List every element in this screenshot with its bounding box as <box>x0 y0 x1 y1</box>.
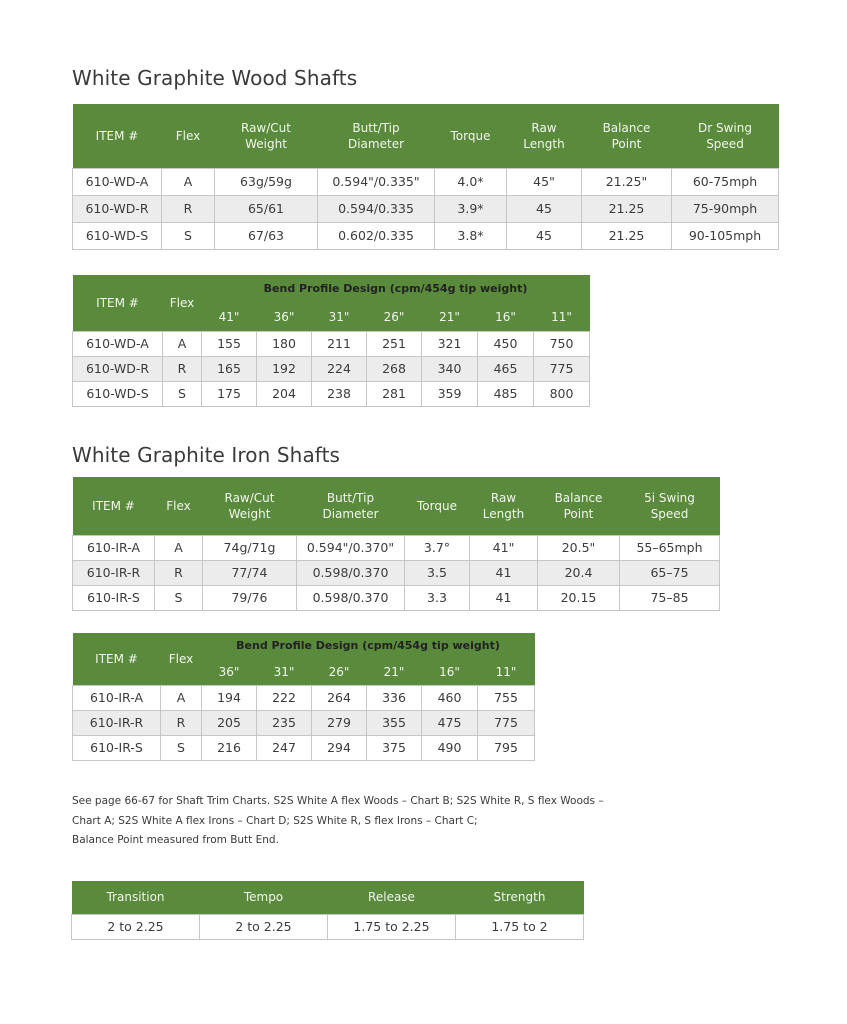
column-header <box>435 104 507 168</box>
table-cell: 155 <box>202 331 257 356</box>
table-cell: 175 <box>202 381 257 406</box>
table-cell: 775 <box>478 710 535 735</box>
table-cell: 795 <box>478 735 535 760</box>
table-cell: 0.598/0.370 <box>297 560 405 585</box>
column-header-line: Dr Swing <box>698 120 752 135</box>
column-header-line: Raw <box>490 490 517 505</box>
column-header <box>155 477 203 535</box>
table-cell: 41 <box>470 560 538 585</box>
iron-specs-table <box>72 477 720 611</box>
table-row <box>73 195 779 222</box>
column-header-line: Torque <box>417 498 457 513</box>
table-cell: 268 <box>367 356 422 381</box>
profile-header-tempo: Tempo <box>200 881 328 914</box>
table-cell: 3.8* <box>435 222 507 249</box>
table-cell: 79/76 <box>203 585 297 610</box>
column-header <box>73 477 155 535</box>
column-header <box>470 477 538 535</box>
column-header <box>73 104 162 168</box>
column-header-line: Speed <box>706 136 744 151</box>
column-header <box>582 104 672 168</box>
table-cell: R <box>161 710 202 735</box>
table-row <box>73 735 535 760</box>
table-cell: 235 <box>257 710 312 735</box>
table-cell: 180 <box>257 331 312 356</box>
table-cell: 45 <box>507 195 582 222</box>
column-header <box>405 477 470 535</box>
table-cell: 74g/71g <box>203 535 297 560</box>
column-header-line: Butt/Tip <box>352 120 400 135</box>
table-cell: 3.9* <box>435 195 507 222</box>
table-cell: 375 <box>367 735 422 760</box>
table-cell: 610-WD-A <box>73 331 163 356</box>
column-header <box>215 104 318 168</box>
length-header: 16" <box>478 303 534 331</box>
table-cell: 475 <box>422 710 478 735</box>
note-line: Chart A; S2S White A flex Irons – Chart D; S2S White R, S flex Irons – Chart C; <box>72 814 478 827</box>
table-cell: 45" <box>507 168 582 195</box>
table-cell: 0.594"/0.370" <box>297 535 405 560</box>
table-cell: S <box>162 222 215 249</box>
length-header: 41" <box>202 303 257 331</box>
profile-header-transition: Transition <box>72 881 200 914</box>
column-header <box>297 477 405 535</box>
column-header-line: Diameter <box>347 136 405 151</box>
length-header: 31" <box>257 659 312 685</box>
table-cell: 460 <box>422 685 478 710</box>
profile-ratings-table <box>71 881 584 940</box>
table-cell: 450 <box>478 331 534 356</box>
column-header <box>672 104 779 168</box>
wood-bend-profile-table <box>72 275 590 407</box>
table-cell: R <box>163 356 202 381</box>
table-cell: 41" <box>470 535 538 560</box>
table-cell: A <box>162 168 215 195</box>
table-cell: 211 <box>312 331 367 356</box>
table-cell: 20.15 <box>538 585 620 610</box>
column-header-line: Point <box>611 136 642 151</box>
table-cell: 490 <box>422 735 478 760</box>
table-cell: 21.25 <box>582 195 672 222</box>
column-header <box>538 477 620 535</box>
table-row <box>73 168 779 195</box>
column-header-line: Torque <box>450 128 491 143</box>
table-cell: R <box>162 195 215 222</box>
table-cell: A <box>161 685 202 710</box>
table-cell: 3.5 <box>405 560 470 585</box>
note-line: Balance Point measured from Butt End. <box>72 834 279 846</box>
length-header: 16" <box>422 659 478 685</box>
table-row <box>73 222 779 249</box>
table-cell: 610-IR-R <box>73 710 161 735</box>
table-cell: 3.3 <box>405 585 470 610</box>
table-cell: A <box>155 535 203 560</box>
table-row <box>73 560 720 585</box>
table-row <box>73 535 720 560</box>
table-cell: 775 <box>534 356 590 381</box>
column-header <box>507 104 582 168</box>
profile-header-release: Release <box>328 881 456 914</box>
length-header: 26" <box>367 303 422 331</box>
table-cell: 610-IR-R <box>73 560 155 585</box>
column-header <box>318 104 435 168</box>
table-cell: 355 <box>367 710 422 735</box>
wood-shafts-title: White Graphite Wood Shafts <box>72 66 358 90</box>
table-cell: 610-IR-S <box>73 735 161 760</box>
column-header-flex: Flex <box>161 633 202 685</box>
table-cell: 4.0* <box>435 168 507 195</box>
column-header-line: ITEM # <box>92 498 135 513</box>
table-cell: 55–65mph <box>620 535 720 560</box>
table-cell: 3.7° <box>405 535 470 560</box>
table-cell: 279 <box>312 710 367 735</box>
table-cell: 41 <box>470 585 538 610</box>
table-cell: 75–85 <box>620 585 720 610</box>
table-cell: 610-WD-S <box>73 381 163 406</box>
shaft-notes <box>72 792 772 851</box>
column-header-line: Diameter <box>322 506 379 521</box>
table-cell: 0.598/0.370 <box>297 585 405 610</box>
length-header: 11" <box>478 659 535 685</box>
table-cell: 90-105mph <box>672 222 779 249</box>
table-cell: 465 <box>478 356 534 381</box>
column-header-line: Length <box>523 136 565 151</box>
table-cell: 800 <box>534 381 590 406</box>
column-header <box>620 477 720 535</box>
length-header: 36" <box>202 659 257 685</box>
table-cell: 610-WD-R <box>73 195 162 222</box>
table-cell: 247 <box>257 735 312 760</box>
table-row <box>73 685 535 710</box>
table-cell: R <box>155 560 203 585</box>
column-header-line: Raw/Cut <box>224 490 275 505</box>
profile-header-strength: Strength <box>456 881 584 914</box>
column-header-flex: Flex <box>163 275 202 331</box>
table-cell: 251 <box>367 331 422 356</box>
profile-value-tempo: 2 to 2.25 <box>200 914 328 939</box>
table-cell: 610-WD-S <box>73 222 162 249</box>
column-header-line: Raw/Cut <box>241 120 291 135</box>
table-cell: 610-IR-A <box>73 685 161 710</box>
table-cell: 165 <box>202 356 257 381</box>
table-cell: 0.594/0.335 <box>318 195 435 222</box>
table-row <box>73 381 590 406</box>
column-header-line: Speed <box>650 506 689 521</box>
table-row <box>73 331 590 356</box>
table-cell: 192 <box>257 356 312 381</box>
table-cell: 755 <box>478 685 535 710</box>
table-cell: 0.594"/0.335" <box>318 168 435 195</box>
table-cell: 281 <box>367 381 422 406</box>
column-header-line: Balance <box>602 120 651 135</box>
column-header <box>203 477 297 535</box>
table-cell: 750 <box>534 331 590 356</box>
bend-profile-title: Bend Profile Design (cpm/454g tip weight) <box>202 275 590 303</box>
table-cell: 610-IR-S <box>73 585 155 610</box>
profile-value-release: 1.75 to 2.25 <box>328 914 456 939</box>
length-header: 26" <box>312 659 367 685</box>
bend-profile-title: Bend Profile Design (cpm/454g tip weight) <box>202 633 535 659</box>
table-cell: 610-WD-R <box>73 356 163 381</box>
table-cell: A <box>163 331 202 356</box>
profile-value-strength: 1.75 to 2 <box>456 914 584 939</box>
column-header-line: Balance <box>554 490 603 505</box>
column-header-line: Point <box>563 506 594 521</box>
table-cell: 216 <box>202 735 257 760</box>
table-cell: 75-90mph <box>672 195 779 222</box>
table-cell: 67/63 <box>215 222 318 249</box>
column-header-item: ITEM # <box>73 633 161 685</box>
length-header: 21" <box>422 303 478 331</box>
table-cell: 65–75 <box>620 560 720 585</box>
column-header-line: Raw <box>531 120 557 135</box>
table-cell: S <box>155 585 203 610</box>
table-cell: 45 <box>507 222 582 249</box>
table-cell: 21.25" <box>582 168 672 195</box>
iron-shafts-title: White Graphite Iron Shafts <box>72 443 341 467</box>
table-cell: 340 <box>422 356 478 381</box>
length-header: 31" <box>312 303 367 331</box>
column-header-line: ITEM # <box>95 128 139 143</box>
table-cell: 336 <box>367 685 422 710</box>
column-header-line: Flex <box>166 498 191 513</box>
table-cell: 610-WD-A <box>73 168 162 195</box>
note-line: See page 66-67 for Shaft Trim Charts. S2S White A flex Woods – Chart B; S2S White R, S flex Woods – <box>72 795 604 807</box>
length-header: 11" <box>534 303 590 331</box>
table-cell: 610-IR-A <box>73 535 155 560</box>
table-cell: 224 <box>312 356 367 381</box>
table-cell: 321 <box>422 331 478 356</box>
iron-bend-profile-table <box>72 633 535 761</box>
column-header <box>162 104 215 168</box>
table-cell: 294 <box>312 735 367 760</box>
table-cell: 60-75mph <box>672 168 779 195</box>
profile-value-transition: 2 to 2.25 <box>72 914 200 939</box>
table-cell: 205 <box>202 710 257 735</box>
column-header-line: Weight <box>228 506 271 521</box>
table-cell: 77/74 <box>203 560 297 585</box>
table-cell: 20.4 <box>538 560 620 585</box>
table-cell: S <box>163 381 202 406</box>
table-cell: 222 <box>257 685 312 710</box>
table-cell: 63g/59g <box>215 168 318 195</box>
table-row <box>73 710 535 735</box>
column-header-line: Butt/Tip <box>326 490 375 505</box>
table-cell: S <box>161 735 202 760</box>
length-header: 36" <box>257 303 312 331</box>
table-cell: 194 <box>202 685 257 710</box>
table-cell: 0.602/0.335 <box>318 222 435 249</box>
table-row <box>73 585 720 610</box>
column-header-line: Flex <box>175 128 201 143</box>
table-cell: 20.5" <box>538 535 620 560</box>
column-header-line: 5i Swing <box>644 490 695 505</box>
column-header-item: ITEM # <box>73 275 163 331</box>
table-cell: 65/61 <box>215 195 318 222</box>
table-cell: 238 <box>312 381 367 406</box>
table-cell: 204 <box>257 381 312 406</box>
table-cell: 264 <box>312 685 367 710</box>
table-row <box>73 356 590 381</box>
column-header-line: Length <box>482 506 525 521</box>
table-cell: 359 <box>422 381 478 406</box>
table-cell: 21.25 <box>582 222 672 249</box>
table-cell: 485 <box>478 381 534 406</box>
column-header-line: Weight <box>245 136 287 151</box>
length-header: 21" <box>367 659 422 685</box>
wood-specs-table <box>72 104 779 250</box>
